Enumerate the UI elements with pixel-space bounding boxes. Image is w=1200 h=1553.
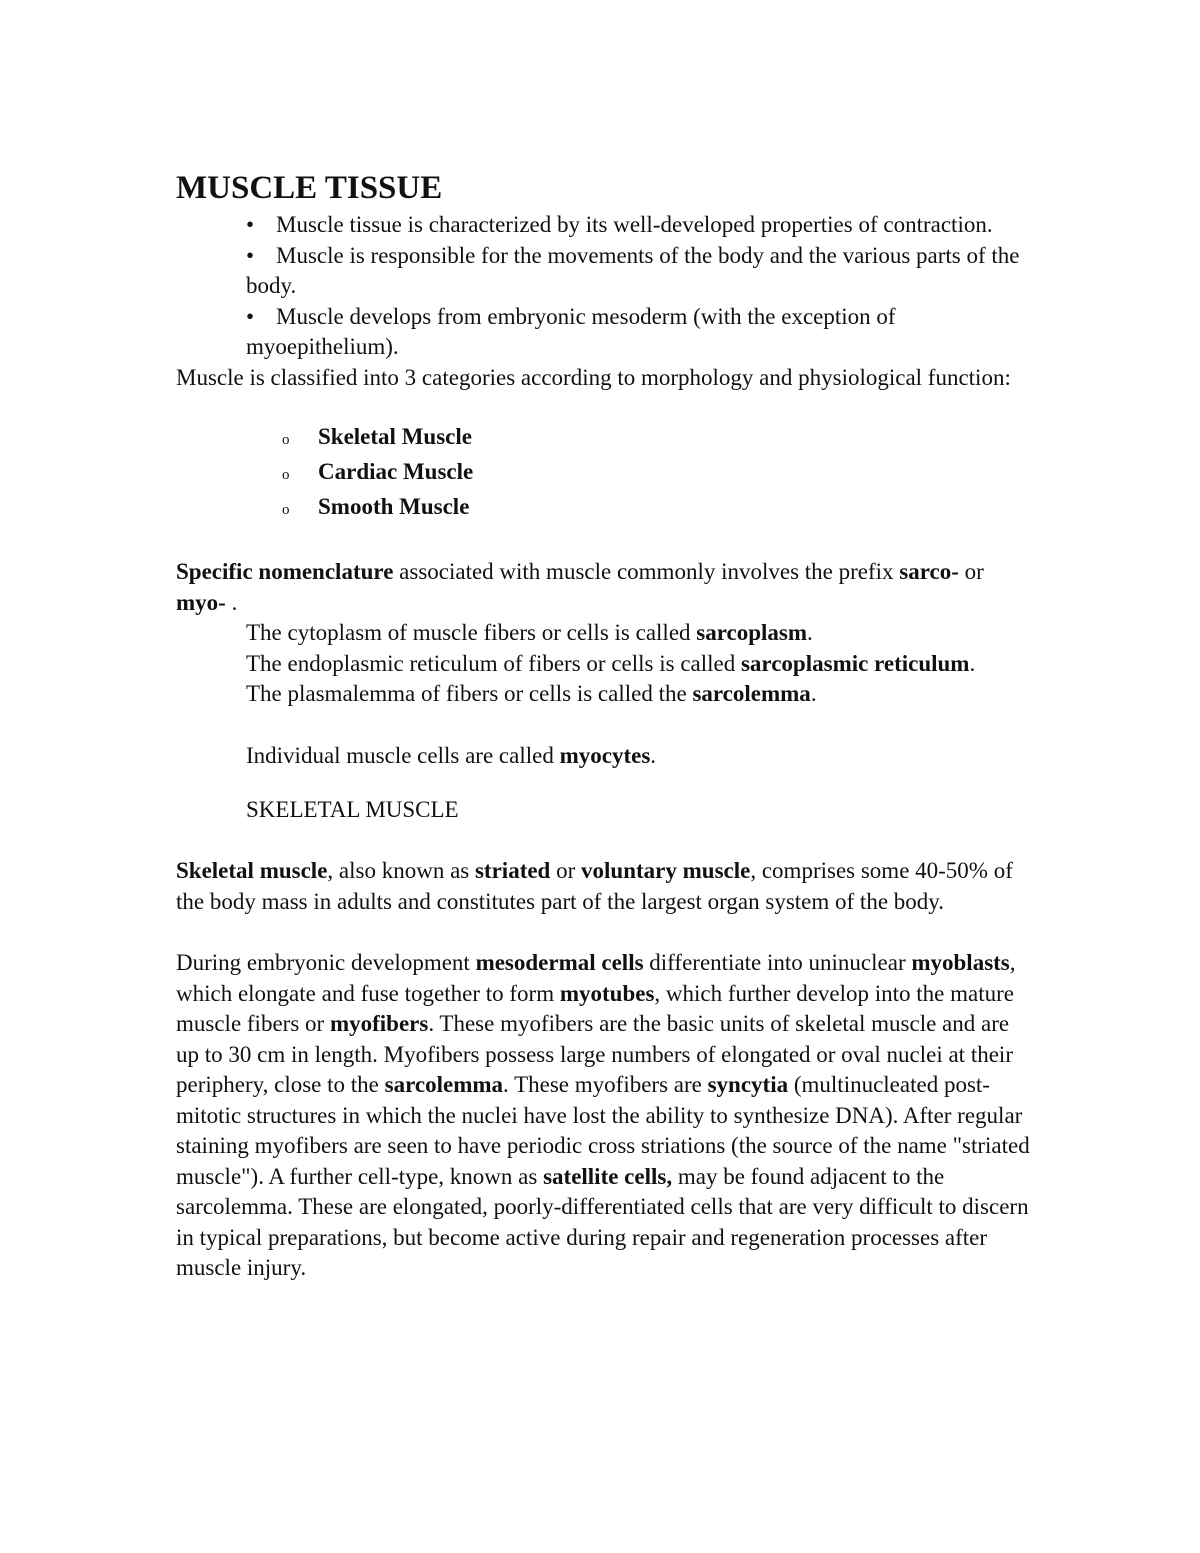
classification-intro: Muscle is classified into 3 categories according to morphology and physiological function: [176, 364, 1011, 390]
definition-term: sarcoplasmic reticulum [740, 650, 970, 676]
paragraph-text: , comprises some 40-50% of the body mass in adults and constitutes part of the largest organ system of the body. [176, 858, 1013, 914]
section-heading-skeletal: SKELETAL MUSCLE [246, 797, 459, 822]
paragraph-text: During embryonic development [176, 950, 476, 975]
page-title: MUSCLE TISSUE [176, 170, 443, 206]
definition-end: . [810, 681, 817, 706]
bold-term: Skeletal muscle [176, 858, 328, 883]
nomenclature-term: Specific nomenclature [176, 559, 394, 584]
circle-bullet-icon: o [282, 432, 290, 448]
category-label: Smooth Muscle [318, 494, 470, 519]
definition-end: . [969, 650, 976, 676]
paragraph-text: . These myofibers are [503, 1072, 708, 1097]
category-label: Skeletal Muscle [318, 424, 472, 449]
prefix-sarco: sarco- [899, 559, 959, 584]
prefix-myo: myo- [176, 589, 226, 615]
category-item [282, 421, 1036, 456]
nomenclature-end: . [225, 589, 238, 615]
spacer [246, 710, 1036, 741]
paragraph-text: , which further develop into the mature muscle fibers or [176, 980, 1014, 1036]
definition-end: . [807, 620, 813, 645]
definition-text: The cytoplasm of muscle fibers or cells is called [246, 620, 697, 645]
paragraph-text: . These myofibers are the basic units of skeletal muscle and are up to 30 cm in length. Myofibers possess large numbers of elongated or oval nuclei at their periphery, close to the [176, 1011, 1013, 1097]
bold-term: satellite cells, [543, 1163, 673, 1189]
bullet-item [246, 210, 1036, 241]
definition-line [246, 679, 1036, 710]
definition-line [246, 618, 1036, 649]
myocytes-line [246, 741, 1036, 772]
bullet-icon: • [246, 242, 255, 268]
bold-term: sarcolemma [384, 1072, 504, 1097]
circle-bullet-icon: o [282, 502, 290, 518]
document-page [176, 168, 1036, 1284]
skeletal-muscle-paragraph [176, 856, 1036, 917]
paragraph-text: differentiate into uninuclear [643, 950, 912, 975]
bold-term: mesodermal cells [475, 950, 644, 975]
bold-term: striated [474, 858, 551, 883]
definition-line [246, 649, 1036, 680]
category-label: Cardiac Muscle [318, 459, 474, 484]
paragraph-text: , also known as [327, 858, 475, 883]
bullet-text: Muscle develops from embryonic mesoderm (with the exception of myoepithelium). [246, 303, 896, 359]
definition-text: The plasmalemma of fibers or cells is called the [246, 681, 693, 706]
category-item [282, 456, 1036, 491]
bullet-icon: • [246, 212, 255, 237]
myocytes-term: myocytes [559, 742, 651, 768]
bold-term: myoblasts [911, 950, 1010, 975]
bullet-icon: • [246, 303, 255, 329]
nomenclature-text: associated with muscle commonly involves the prefix [393, 559, 900, 584]
bold-term: myotubes [559, 980, 655, 1006]
paragraph-text: or [550, 858, 582, 883]
bullet-item [246, 241, 1036, 302]
bullet-item [246, 302, 1036, 363]
category-item [282, 491, 1036, 526]
definition-text: The endoplasmic reticulum of fibers or cells is called [246, 650, 741, 676]
definition-term: sarcolemma [692, 681, 811, 706]
development-paragraph [176, 948, 1036, 1284]
circle-bullet-icon: o [282, 467, 290, 483]
category-list [176, 421, 1036, 526]
myocytes-text: Individual muscle cells are called [246, 742, 560, 768]
paragraph-text: , which elongate and fuse together to form [176, 950, 1016, 1006]
bold-term: myofibers [329, 1011, 429, 1036]
myocytes-end: . [650, 742, 657, 768]
bold-term: voluntary muscle [581, 858, 751, 883]
nomenclature-or: or [958, 559, 984, 584]
definition-term: sarcoplasm [696, 620, 808, 645]
paragraph-text: may be found adjacent to the sarcolemma. These are elongated, poorly-differentiated cells that are very difficult to discern in typical preparations, but become active during repair and regeneration processes after muscle injury. [176, 1163, 1029, 1280]
bullet-text: Muscle is responsible for the movements of the body and the various parts of the body. [246, 242, 1020, 298]
intro-bullet-list [176, 210, 1036, 363]
definitions-block [176, 618, 1036, 771]
bold-term: syncytia [707, 1072, 789, 1097]
paragraph-text: (multinucleated post-mitotic structures in which the nuclei have lost the ability to synthesize DNA). After regular staining myofibers are seen to have periodic cross striations (the source of the name "striated muscle"). A further cell-type, known as [176, 1072, 1030, 1189]
bullet-text: Muscle tissue is characterized by its well-developed properties of contraction. [276, 212, 993, 237]
nomenclature-paragraph [176, 557, 1036, 618]
